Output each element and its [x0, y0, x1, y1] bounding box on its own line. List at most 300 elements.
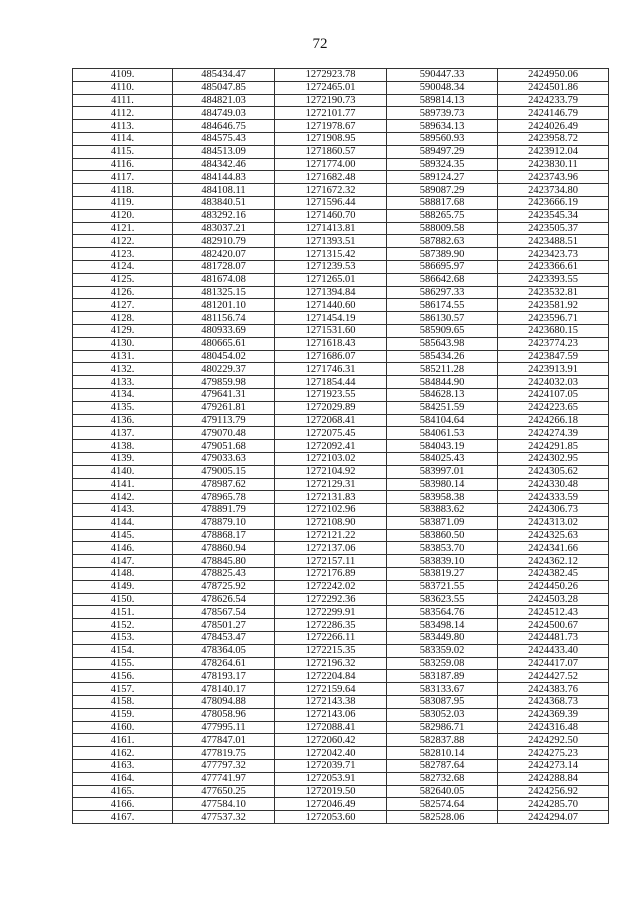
y1-cell: 1271860.57: [275, 145, 387, 158]
table-row: [73, 683, 609, 696]
point-number-cell: 4117.: [73, 171, 173, 184]
table-row: [73, 632, 609, 645]
y2-cell: 2423393.55: [498, 273, 609, 286]
y2-cell: 2424285.70: [498, 798, 609, 811]
table-row: [73, 81, 609, 94]
x1-cell: 478626.54: [173, 593, 275, 606]
table-row: [73, 196, 609, 209]
table-row: [73, 171, 609, 184]
y1-cell: 1272029.89: [275, 401, 387, 414]
x1-cell: 477650.25: [173, 785, 275, 798]
y2-cell: 2423581.92: [498, 299, 609, 312]
x2-cell: 586642.68: [387, 273, 498, 286]
y1-cell: 1272176.89: [275, 568, 387, 581]
x1-cell: 480665.61: [173, 337, 275, 350]
y1-cell: 1272242.02: [275, 580, 387, 593]
y1-cell: 1272143.38: [275, 696, 387, 709]
y2-cell: 2424273.14: [498, 760, 609, 773]
x2-cell: 583819.27: [387, 568, 498, 581]
point-number-cell: 4124.: [73, 260, 173, 273]
point-number-cell: 4146.: [73, 542, 173, 555]
table-row: [73, 427, 609, 440]
x2-cell: 582837.88: [387, 734, 498, 747]
y2-cell: 2424383.76: [498, 683, 609, 696]
y1-cell: 1271393.51: [275, 235, 387, 248]
x2-cell: 583980.14: [387, 478, 498, 491]
point-number-cell: 4127.: [73, 299, 173, 312]
table-row: [73, 94, 609, 107]
x2-cell: 582810.14: [387, 747, 498, 760]
table-row: [73, 785, 609, 798]
point-number-cell: 4154.: [73, 644, 173, 657]
table-row: [73, 529, 609, 542]
x2-cell: 582528.06: [387, 811, 498, 824]
y2-cell: 2424325.63: [498, 529, 609, 542]
point-number-cell: 4167.: [73, 811, 173, 824]
x2-cell: 582640.05: [387, 785, 498, 798]
x1-cell: 485047.85: [173, 81, 275, 94]
point-number-cell: 4131.: [73, 350, 173, 363]
y1-cell: 1272131.83: [275, 491, 387, 504]
x1-cell: 484646.75: [173, 120, 275, 133]
table-row: [73, 772, 609, 785]
table-row: [73, 414, 609, 427]
point-number-cell: 4140.: [73, 465, 173, 478]
x1-cell: 479033.63: [173, 452, 275, 465]
point-number-cell: 4110.: [73, 81, 173, 94]
x2-cell: 584061.53: [387, 427, 498, 440]
y2-cell: 2424333.59: [498, 491, 609, 504]
point-number-cell: 4128.: [73, 312, 173, 325]
coordinates-table: [72, 68, 609, 824]
x2-cell: 584628.13: [387, 388, 498, 401]
point-number-cell: 4162.: [73, 747, 173, 760]
y1-cell: 1272053.60: [275, 811, 387, 824]
table-row: [73, 644, 609, 657]
y2-cell: 2423545.34: [498, 209, 609, 222]
y1-cell: 1271686.07: [275, 350, 387, 363]
point-number-cell: 4132.: [73, 363, 173, 376]
x2-cell: 585909.65: [387, 324, 498, 337]
table-row: [73, 248, 609, 261]
x1-cell: 478094.88: [173, 696, 275, 709]
table-row: [73, 580, 609, 593]
y2-cell: 2423666.19: [498, 196, 609, 209]
point-number-cell: 4141.: [73, 478, 173, 491]
y1-cell: 1272299.91: [275, 606, 387, 619]
table-row: [73, 235, 609, 248]
x1-cell: 481156.74: [173, 312, 275, 325]
y2-cell: 2424291.85: [498, 440, 609, 453]
y2-cell: 2424427.52: [498, 670, 609, 683]
y1-cell: 1272923.78: [275, 69, 387, 82]
x2-cell: 583087.95: [387, 696, 498, 709]
x1-cell: 477797.32: [173, 760, 275, 773]
table-row: [73, 273, 609, 286]
y1-cell: 1271618.43: [275, 337, 387, 350]
y2-cell: 2424316.48: [498, 721, 609, 734]
page-number: 72: [312, 36, 328, 52]
x1-cell: 481201.10: [173, 299, 275, 312]
table-row: [73, 696, 609, 709]
table-row: [73, 158, 609, 171]
y1-cell: 1272108.90: [275, 516, 387, 529]
y2-cell: 2424368.73: [498, 696, 609, 709]
point-number-cell: 4119.: [73, 196, 173, 209]
y2-cell: 2424341.66: [498, 542, 609, 555]
point-number-cell: 4137.: [73, 427, 173, 440]
point-number-cell: 4147.: [73, 555, 173, 568]
y2-cell: 2423743.96: [498, 171, 609, 184]
x1-cell: 485434.47: [173, 69, 275, 82]
point-number-cell: 4136.: [73, 414, 173, 427]
table-row: [73, 363, 609, 376]
y2-cell: 2424417.07: [498, 657, 609, 670]
x2-cell: 583133.67: [387, 683, 498, 696]
y2-cell: 2424294.07: [498, 811, 609, 824]
x1-cell: 479641.31: [173, 388, 275, 401]
table-row: [73, 260, 609, 273]
x2-cell: 584104.64: [387, 414, 498, 427]
x2-cell: 583259.08: [387, 657, 498, 670]
table-row: [73, 798, 609, 811]
y2-cell: 2423596.71: [498, 312, 609, 325]
y1-cell: 1272039.71: [275, 760, 387, 773]
coordinates-table-body: [73, 69, 609, 824]
x1-cell: 478725.92: [173, 580, 275, 593]
x2-cell: 582732.68: [387, 772, 498, 785]
y1-cell: 1272088.41: [275, 721, 387, 734]
point-number-cell: 4143.: [73, 504, 173, 517]
point-number-cell: 4148.: [73, 568, 173, 581]
table-row: [73, 376, 609, 389]
x2-cell: 583187.89: [387, 670, 498, 683]
table-row: [73, 286, 609, 299]
y1-cell: 1272159.64: [275, 683, 387, 696]
y1-cell: 1272019.50: [275, 785, 387, 798]
x2-cell: 583883.62: [387, 504, 498, 517]
table-row: [73, 388, 609, 401]
point-number-cell: 4164.: [73, 772, 173, 785]
y2-cell: 2424950.06: [498, 69, 609, 82]
table-row: [73, 491, 609, 504]
y2-cell: 2424223.65: [498, 401, 609, 414]
x2-cell: 589634.13: [387, 120, 498, 133]
point-number-cell: 4145.: [73, 529, 173, 542]
x2-cell: 583564.76: [387, 606, 498, 619]
y1-cell: 1272053.91: [275, 772, 387, 785]
point-number-cell: 4159.: [73, 708, 173, 721]
x2-cell: 586695.97: [387, 260, 498, 273]
x1-cell: 480229.37: [173, 363, 275, 376]
y1-cell: 1271854.44: [275, 376, 387, 389]
y1-cell: 1272266.11: [275, 632, 387, 645]
y2-cell: 2424433.40: [498, 644, 609, 657]
x1-cell: 477995.11: [173, 721, 275, 734]
x2-cell: 583449.80: [387, 632, 498, 645]
y1-cell: 1272092.41: [275, 440, 387, 453]
y2-cell: 2424107.05: [498, 388, 609, 401]
y2-cell: 2423913.91: [498, 363, 609, 376]
table-row: [73, 747, 609, 760]
table-row: [73, 606, 609, 619]
x1-cell: 478058.96: [173, 708, 275, 721]
point-number-cell: 4126.: [73, 286, 173, 299]
y2-cell: 2423505.37: [498, 222, 609, 235]
y1-cell: 1271672.32: [275, 184, 387, 197]
table-row: [73, 337, 609, 350]
table-row: [73, 324, 609, 337]
table-row: [73, 452, 609, 465]
y1-cell: 1272103.02: [275, 452, 387, 465]
table-row: [73, 120, 609, 133]
y1-cell: 1272215.35: [275, 644, 387, 657]
point-number-cell: 4135.: [73, 401, 173, 414]
point-number-cell: 4113.: [73, 120, 173, 133]
y2-cell: 2424503.28: [498, 593, 609, 606]
y2-cell: 2423912.04: [498, 145, 609, 158]
y1-cell: 1271239.53: [275, 260, 387, 273]
y2-cell: 2423734.80: [498, 184, 609, 197]
x1-cell: 483840.51: [173, 196, 275, 209]
point-number-cell: 4139.: [73, 452, 173, 465]
y1-cell: 1271774.00: [275, 158, 387, 171]
point-number-cell: 4158.: [73, 696, 173, 709]
y2-cell: 2424481.73: [498, 632, 609, 645]
table-row: [73, 593, 609, 606]
y2-cell: 2424026.49: [498, 120, 609, 133]
x2-cell: 583721.55: [387, 580, 498, 593]
x1-cell: 477537.32: [173, 811, 275, 824]
y1-cell: 1271596.44: [275, 196, 387, 209]
x1-cell: 484575.43: [173, 132, 275, 145]
x2-cell: 585643.98: [387, 337, 498, 350]
table-row: [73, 299, 609, 312]
table-row: [73, 184, 609, 197]
x2-cell: 583359.02: [387, 644, 498, 657]
x2-cell: 589560.93: [387, 132, 498, 145]
x2-cell: 586297.33: [387, 286, 498, 299]
x1-cell: 479051.68: [173, 440, 275, 453]
point-number-cell: 4133.: [73, 376, 173, 389]
y2-cell: 2424382.45: [498, 568, 609, 581]
x2-cell: 583052.03: [387, 708, 498, 721]
y1-cell: 1271454.19: [275, 312, 387, 325]
table-row: [73, 670, 609, 683]
table-row: [73, 132, 609, 145]
y2-cell: 2424274.39: [498, 427, 609, 440]
x1-cell: 481728.07: [173, 260, 275, 273]
x2-cell: 583958.38: [387, 491, 498, 504]
y2-cell: 2423366.61: [498, 260, 609, 273]
y2-cell: 2424256.92: [498, 785, 609, 798]
x2-cell: 584844.90: [387, 376, 498, 389]
x2-cell: 583623.55: [387, 593, 498, 606]
x2-cell: 582574.64: [387, 798, 498, 811]
x1-cell: 479070.48: [173, 427, 275, 440]
point-number-cell: 4144.: [73, 516, 173, 529]
x2-cell: 589124.27: [387, 171, 498, 184]
point-number-cell: 4157.: [73, 683, 173, 696]
y1-cell: 1271460.70: [275, 209, 387, 222]
table-row: [73, 209, 609, 222]
x1-cell: 481674.08: [173, 273, 275, 286]
table-row: [73, 734, 609, 747]
x1-cell: 484108.11: [173, 184, 275, 197]
y1-cell: 1272137.06: [275, 542, 387, 555]
x2-cell: 584025.43: [387, 452, 498, 465]
y2-cell: 2424266.18: [498, 414, 609, 427]
y1-cell: 1272068.41: [275, 414, 387, 427]
x1-cell: 477847.01: [173, 734, 275, 747]
x1-cell: 482420.07: [173, 248, 275, 261]
y1-cell: 1272046.49: [275, 798, 387, 811]
y2-cell: 2424233.79: [498, 94, 609, 107]
x1-cell: 483037.21: [173, 222, 275, 235]
y2-cell: 2423847.59: [498, 350, 609, 363]
x1-cell: 478845.80: [173, 555, 275, 568]
x1-cell: 478868.17: [173, 529, 275, 542]
point-number-cell: 4149.: [73, 580, 173, 593]
point-number-cell: 4112.: [73, 107, 173, 120]
table-row: [73, 708, 609, 721]
y2-cell: 2424369.39: [498, 708, 609, 721]
x1-cell: 479859.98: [173, 376, 275, 389]
y2-cell: 2424450.26: [498, 580, 609, 593]
point-number-cell: 4155.: [73, 657, 173, 670]
y1-cell: 1272104.92: [275, 465, 387, 478]
point-number-cell: 4153.: [73, 632, 173, 645]
table-row: [73, 222, 609, 235]
x1-cell: 481325.15: [173, 286, 275, 299]
y2-cell: 2424313.02: [498, 516, 609, 529]
x1-cell: 478140.17: [173, 683, 275, 696]
y1-cell: 1272060.42: [275, 734, 387, 747]
y1-cell: 1271908.95: [275, 132, 387, 145]
y1-cell: 1271682.48: [275, 171, 387, 184]
x2-cell: 588817.68: [387, 196, 498, 209]
x1-cell: 479113.79: [173, 414, 275, 427]
x1-cell: 479261.81: [173, 401, 275, 414]
y2-cell: 2424146.79: [498, 107, 609, 120]
x2-cell: 585211.28: [387, 363, 498, 376]
x1-cell: 480933.69: [173, 324, 275, 337]
x1-cell: 478891.79: [173, 504, 275, 517]
point-number-cell: 4120.: [73, 209, 173, 222]
x2-cell: 582787.64: [387, 760, 498, 773]
y1-cell: 1271394.84: [275, 286, 387, 299]
point-number-cell: 4130.: [73, 337, 173, 350]
table-row: [73, 760, 609, 773]
x1-cell: 478364.05: [173, 644, 275, 657]
point-number-cell: 4150.: [73, 593, 173, 606]
y2-cell: 2423830.11: [498, 158, 609, 171]
x2-cell: 582986.71: [387, 721, 498, 734]
point-number-cell: 4122.: [73, 235, 173, 248]
x1-cell: 477584.10: [173, 798, 275, 811]
x1-cell: 484513.09: [173, 145, 275, 158]
table-row: [73, 350, 609, 363]
table-row: [73, 555, 609, 568]
point-number-cell: 4116.: [73, 158, 173, 171]
x2-cell: 590447.33: [387, 69, 498, 82]
y1-cell: 1272286.35: [275, 619, 387, 632]
point-number-cell: 4123.: [73, 248, 173, 261]
x2-cell: 590048.34: [387, 81, 498, 94]
x1-cell: 484749.03: [173, 107, 275, 120]
x2-cell: 583997.01: [387, 465, 498, 478]
table-row: [73, 69, 609, 82]
x1-cell: 478987.62: [173, 478, 275, 491]
y1-cell: 1271315.42: [275, 248, 387, 261]
x1-cell: 478193.17: [173, 670, 275, 683]
y1-cell: 1272075.45: [275, 427, 387, 440]
table-row: [73, 568, 609, 581]
point-number-cell: 4163.: [73, 760, 173, 773]
point-number-cell: 4142.: [73, 491, 173, 504]
y2-cell: 2424275.23: [498, 747, 609, 760]
x1-cell: 478264.61: [173, 657, 275, 670]
table-row: [73, 465, 609, 478]
x1-cell: 483292.16: [173, 209, 275, 222]
point-number-cell: 4115.: [73, 145, 173, 158]
table-row: [73, 542, 609, 555]
x1-cell: 482910.79: [173, 235, 275, 248]
x2-cell: 587882.63: [387, 235, 498, 248]
x2-cell: 586130.57: [387, 312, 498, 325]
y2-cell: 2424305.62: [498, 465, 609, 478]
point-number-cell: 4109.: [73, 69, 173, 82]
y1-cell: 1272143.06: [275, 708, 387, 721]
y1-cell: 1272121.22: [275, 529, 387, 542]
y2-cell: 2423680.15: [498, 324, 609, 337]
y2-cell: 2424306.73: [498, 504, 609, 517]
x2-cell: 589497.29: [387, 145, 498, 158]
x1-cell: 478501.27: [173, 619, 275, 632]
y2-cell: 2424362.12: [498, 555, 609, 568]
table-row: [73, 440, 609, 453]
point-number-cell: 4165.: [73, 785, 173, 798]
x1-cell: 478879.10: [173, 516, 275, 529]
point-number-cell: 4129.: [73, 324, 173, 337]
y1-cell: 1271531.60: [275, 324, 387, 337]
y1-cell: 1272129.31: [275, 478, 387, 491]
y1-cell: 1272465.01: [275, 81, 387, 94]
table-row: [73, 107, 609, 120]
x2-cell: 587389.90: [387, 248, 498, 261]
x1-cell: 478965.78: [173, 491, 275, 504]
y1-cell: 1272157.11: [275, 555, 387, 568]
x1-cell: 479005.15: [173, 465, 275, 478]
x2-cell: 583871.09: [387, 516, 498, 529]
y2-cell: 2423958.72: [498, 132, 609, 145]
point-number-cell: 4161.: [73, 734, 173, 747]
y1-cell: 1272042.40: [275, 747, 387, 760]
y2-cell: 2424330.48: [498, 478, 609, 491]
x1-cell: 478860.94: [173, 542, 275, 555]
x2-cell: 584043.19: [387, 440, 498, 453]
point-number-cell: 4151.: [73, 606, 173, 619]
x2-cell: 585434.26: [387, 350, 498, 363]
table-row: [73, 504, 609, 517]
table-row: [73, 721, 609, 734]
y1-cell: 1272101.77: [275, 107, 387, 120]
y1-cell: 1271413.81: [275, 222, 387, 235]
x1-cell: 484342.46: [173, 158, 275, 171]
x1-cell: 484821.03: [173, 94, 275, 107]
y1-cell: 1271440.60: [275, 299, 387, 312]
table-row: [73, 657, 609, 670]
